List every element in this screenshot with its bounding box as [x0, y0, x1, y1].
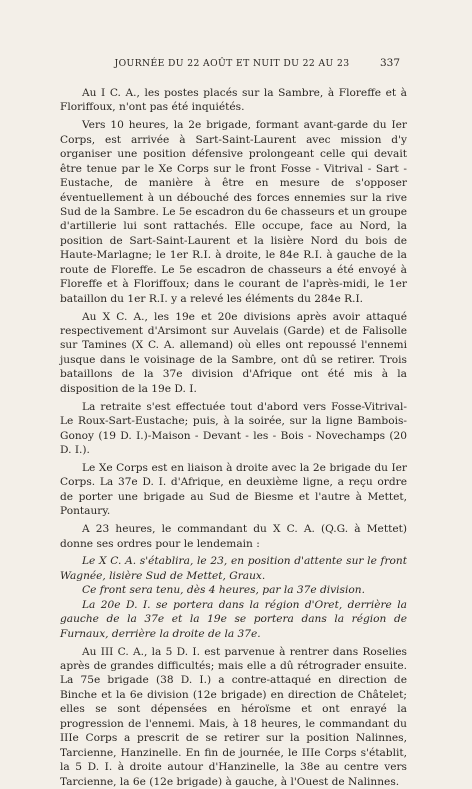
order-line: Le X C. A. s'établira, le 23, en position d'attente sur le front Wagnée, lisière Sud de Mettet, Graux.	[60, 554, 407, 583]
order-line: La 20e D. I. se portera dans la région d'Oret, derrière la gauche de la 37e et la 19e se portera dans la région de Furnaux, derrière la droite de la 37e.	[60, 598, 407, 641]
order-line: Ce front sera tenu, dès 4 heures, par la 37e division.	[60, 583, 407, 597]
page-body	[60, 86, 407, 789]
paragraph: A 23 heures, le commandant du X C. A. (Q.G. à Mettet) donne ses ordres pour le lendemain :	[60, 522, 407, 551]
paragraph: La retraite s'est effectuée tout d'abord vers Fosse-Vitrival-Le Roux-Sart-Eustache; puis, à la soirée, sur la ligne Bambois-Gonoy (19 D. I.)-Maison - Devant - les - Bois - Novechamps (20 D. I.).	[60, 400, 407, 458]
paragraph: Au III C. A., la 5 D. I. est parvenue à rentrer dans Roselies après de grandes difficultés; mais elle a dû rétrograder ensuite. La 75e brigade (38 D. I.) a contre-attaqué en direction de Binche et la 6e division (12e brigade) en direction de Châtelet; elles se sont dépensées en héroïsme et ont enrayé la progression de l'ennemi. Mais, à 18 heures, le commandant du IIIe Corps a prescrit de se retirer sur la position Nalinnes, Tarcienne, Hanzinelle. En fin de journée, le IIIe Corps s'établit, la 5 D. I. à droite autour d'Hanzinelle, la 38e au centre vers Tarcienne, la 6e (12e brigade) à gauche, à l'Ouest de Nalinnes.	[60, 645, 407, 789]
paragraph: Vers 10 heures, la 2e brigade, formant avant-garde du Ier Corps, est arrivée à Sart-Saint-Laurent avec mission d'y organiser une position défensive prolongeant celle qui devait être tenue par le Xe Corps sur le front Fosse - Vitrival - Sart - Eustache, de manière à être en mesure de s'opposer éventuellement à un débouché des forces ennemies sur la rive Sud de la Sambre. Le 5e escadron du 6e chasseurs et un groupe d'artillerie lui sont rattachés. Elle occupe, face au Nord, la position de Sart-Saint-Laurent et la lisière Nord du bois de Haute-Marlagne; le 1er R.I. à droite, le 84e R.I. à gauche de la route de Floreffe. Le 5e escadron de chasseurs a été envoyé à Floreffe et à Floriffoux; dans le courant de l'après-midi, le 1er bataillon du 1er R.I. y a relevé les éléments du 284e R.I.	[60, 118, 407, 306]
page-number: 337	[380, 57, 400, 69]
running-title: JOURNÉE DU 22 AOÛT ET NUIT DU 22 AU 23	[60, 58, 404, 69]
paragraph: Au I C. A., les postes placés sur la Sambre, à Floreffe et à Floriffoux, n'ont pas été inquiétés.	[60, 86, 407, 115]
paragraph: Le Xe Corps est en liaison à droite avec la 2e brigade du Ier Corps. La 37e D. I. d'Afrique, en deuxième ligne, a reçu ordre de porter une brigade au Sud de Biesme et l'autre à Mettet, Pontaury.	[60, 461, 407, 519]
paragraph: Au X C. A., les 19e et 20e divisions après avoir attaqué respectivement d'Arsimont sur Auvelais (Garde) et de Falisolle sur Tamines (X C. A. allemand) où elles ont repoussé l'ennemi jusque dans le voisinage de la Sambre, ont dû se retirer. Trois bataillons de la 37e division d'Afrique ont été mis à la disposition de la 19e D. I.	[60, 310, 407, 397]
